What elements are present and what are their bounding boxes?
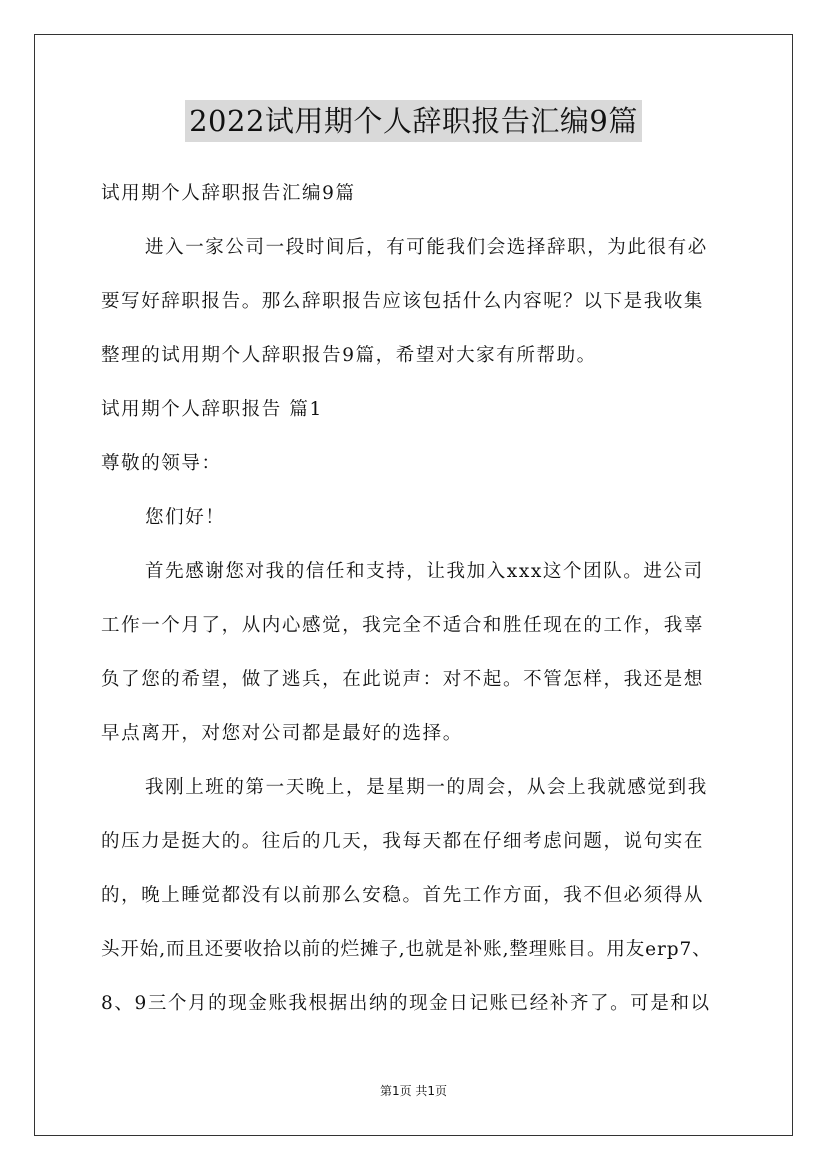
paragraph-line: 头开始,而且还要收拾以前的烂摊子,也就是补账,整理账目。用友erp7、 [101, 939, 712, 960]
paragraph-line: 的，晚上睡觉都没有以前那么安稳。首先工作方面，我不但必须得从 [101, 885, 705, 906]
title-container [0, 100, 827, 142]
document-title: 2022试用期个人辞职报告汇编9篇 [185, 100, 642, 142]
paragraph-line: 进入一家公司一段时间后，有可能我们会选择辞职，为此很有必 [145, 237, 708, 258]
paragraph-line: 首先感谢您对我的信任和支持，让我加入xxx这个团队。进公司 [145, 561, 704, 582]
section-heading: 试用期个人辞职报告 篇1 [101, 399, 323, 420]
greeting: 您们好！ [145, 507, 226, 528]
page-footer: 第1页 共1页 [379, 1084, 448, 1098]
paragraph-line: 早点离开，对您对公司都是最好的选择。 [101, 723, 463, 744]
salutation: 尊敬的领导： [101, 453, 222, 474]
paragraph-line: 8、9三个月的现金账我根据出纳的现金日记账已经补齐了。可是和以 [101, 993, 711, 1014]
paragraph-line: 要写好辞职报告。那么辞职报告应该包括什么内容呢？以下是我收集 [101, 291, 705, 312]
paragraph-line: 我刚上班的第一天晚上，是星期一的周会，从会上我就感觉到我 [145, 777, 708, 798]
paragraph-line: 的压力是挺大的。往后的几天，我每天都在仔细考虑问题，说句实在 [101, 831, 705, 852]
paragraph-line: 整理的试用期个人辞职报告9篇，希望对大家有所帮助。 [101, 345, 597, 366]
paragraph-line: 工作一个月了，从内心感觉，我完全不适合和胜任现在的工作，我辜 [101, 615, 705, 636]
subtitle-line: 试用期个人辞职报告汇编9篇 [101, 183, 356, 204]
paragraph-line: 负了您的希望，做了逃兵，在此说声：对不起。不管怎样，我还是想 [101, 669, 705, 690]
